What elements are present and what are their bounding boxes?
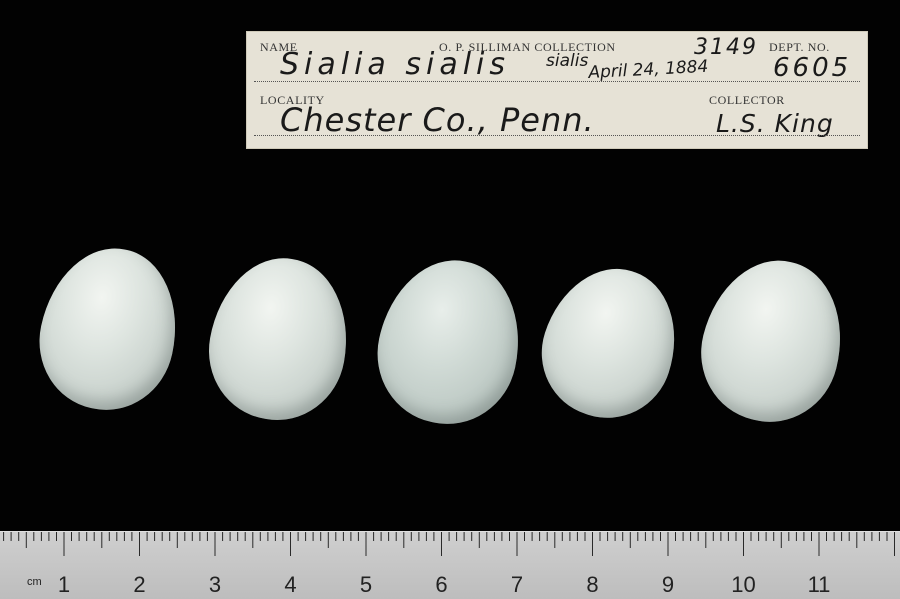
label-catalog-number: 3149 bbox=[694, 35, 758, 60]
label-header-dept-no: DEPT. NO. bbox=[769, 40, 830, 54]
label-date: April 24, 1884 bbox=[587, 56, 709, 83]
ruler-number: 10 bbox=[731, 572, 756, 597]
ruler-unit-label: cm bbox=[27, 576, 42, 588]
specimen-label-card bbox=[246, 31, 868, 149]
label-subspecies: sialis bbox=[546, 51, 589, 71]
label-collector: L.S. King bbox=[716, 109, 834, 138]
egg-specimen bbox=[525, 252, 695, 435]
ruler-number: 7 bbox=[510, 572, 524, 597]
egg-specimen bbox=[27, 236, 192, 422]
ruler-number: 5 bbox=[359, 572, 373, 597]
measurement-ruler bbox=[0, 531, 900, 599]
ruler-number: 6 bbox=[435, 572, 448, 597]
label-dotted-line bbox=[254, 81, 860, 82]
ruler-number: 1 bbox=[57, 572, 71, 597]
ruler-number: 3 bbox=[208, 572, 222, 597]
label-header-locality: LOCALITY bbox=[260, 93, 325, 107]
egg-specimen bbox=[686, 246, 858, 436]
label-header-name: NAME bbox=[260, 40, 298, 54]
egg-specimen bbox=[198, 247, 360, 430]
label-species-name: Sialia sialis bbox=[280, 47, 510, 82]
ruler-number: 4 bbox=[284, 572, 297, 597]
ruler-number: 11 bbox=[807, 572, 831, 597]
ruler-number: 9 bbox=[661, 572, 675, 597]
ruler-number: 8 bbox=[586, 572, 599, 597]
label-dotted-line bbox=[254, 135, 860, 136]
label-locality: Chester Co., Penn. bbox=[280, 101, 595, 139]
label-header-collector: COLLECTOR bbox=[709, 93, 785, 107]
ruler-number: 2 bbox=[133, 572, 146, 597]
label-header-collection: O. P. SILLIMAN COLLECTION bbox=[439, 40, 616, 54]
label-dept-number: 6605 bbox=[773, 53, 852, 83]
egg-specimen bbox=[364, 247, 534, 436]
